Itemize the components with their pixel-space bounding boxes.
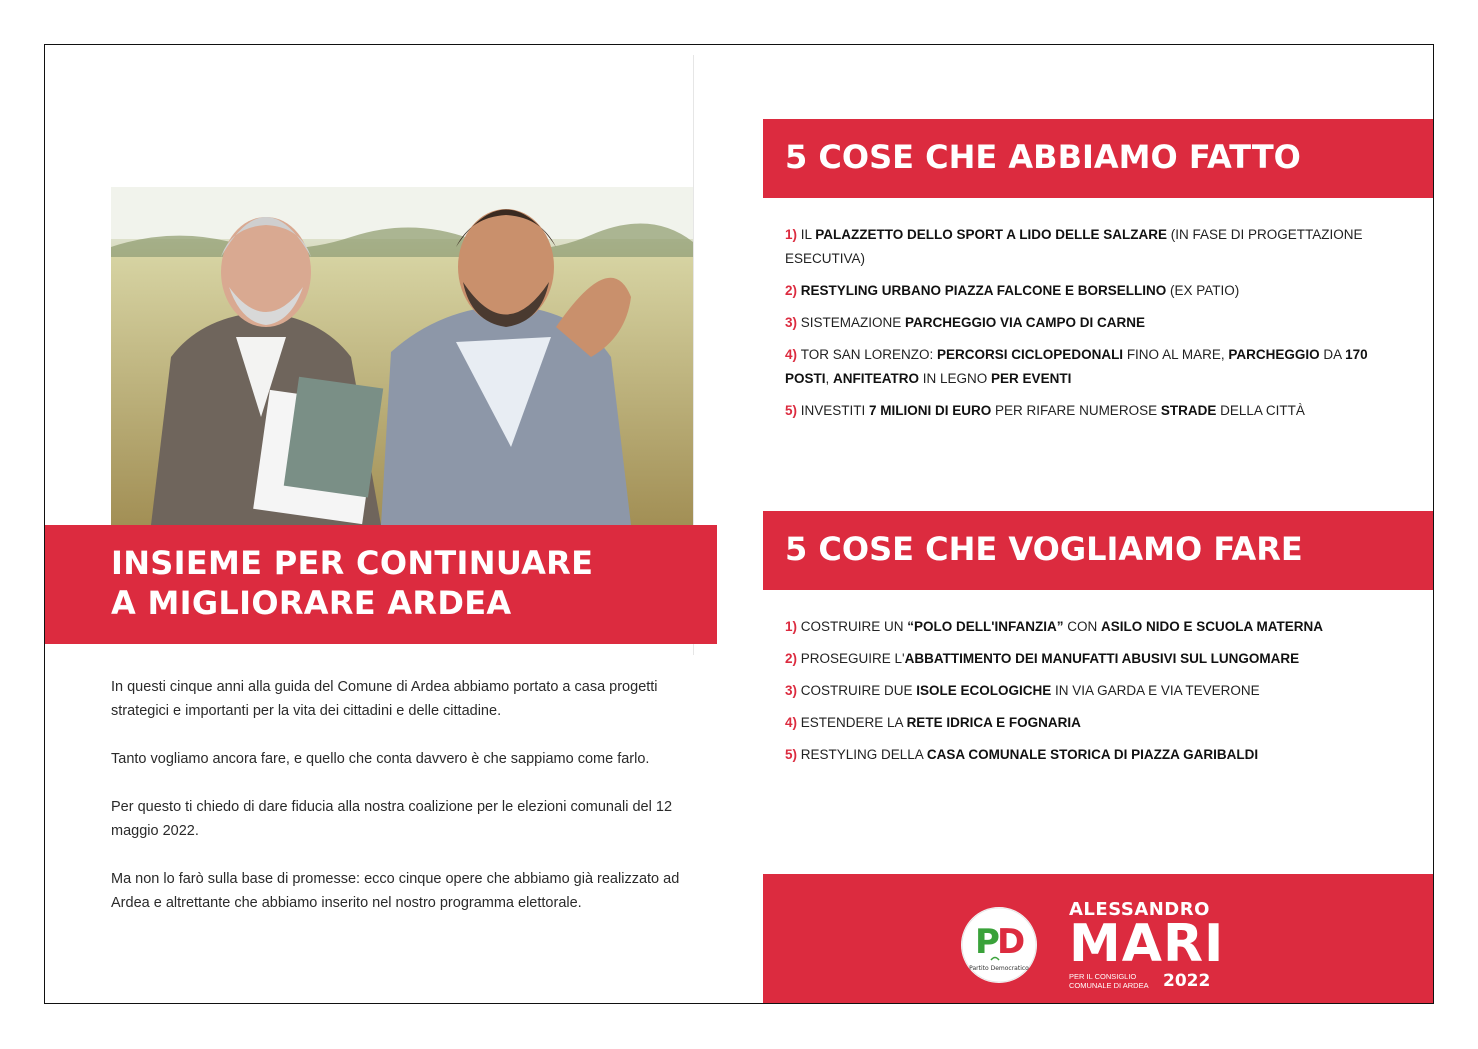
item-highlight: ABBATTIMENTO DEI MANUFATTI ABUSIVI SUL LUNGOMARE [904, 651, 1300, 666]
item-text: COSTRUIRE DUE [800, 683, 917, 698]
item-text: (EX PATIO) [1166, 283, 1240, 298]
item-text: RESTYLING DELLA [800, 747, 927, 762]
item-text: PROSEGUIRE L' [800, 651, 905, 666]
list-item [785, 647, 1385, 671]
list-item [785, 223, 1385, 271]
item-number: 2) [785, 283, 801, 298]
item-highlight: PALAZZETTO DELLO SPORT A LIDO DELLE SALZARE [815, 227, 1168, 242]
list-item [785, 711, 1385, 735]
item-highlight: PERCORSI CICLOPEDONALI [937, 347, 1124, 362]
item-text: DA [1319, 347, 1346, 362]
candidate-footer [763, 874, 1434, 1004]
item-text: INVESTITI [800, 403, 870, 418]
item-number: 5) [785, 403, 801, 418]
item-text: CON [1063, 619, 1102, 634]
item-number: 3) [785, 683, 801, 698]
item-number: 4) [785, 347, 801, 362]
logo-letter-d: D [997, 922, 1026, 962]
item-highlight: “POLO DELL'INFANZIA” [907, 619, 1064, 634]
headline-banner [45, 525, 717, 644]
council-label-line-2: COMUNALE DI ARDEA [1069, 981, 1149, 990]
list-item [785, 615, 1385, 639]
pd-logo [961, 907, 1037, 983]
item-highlight: RETE IDRICA E FOGNARIA [906, 715, 1081, 730]
item-highlight: 170 POSTI [785, 347, 1368, 386]
item-text: ESTENDERE LA [800, 715, 907, 730]
flyer [44, 44, 1434, 1004]
item-number: 2) [785, 651, 801, 666]
list-item [785, 679, 1385, 703]
headline-line-1: INSIEME PER CONTINUARE [111, 544, 594, 582]
done-header [763, 119, 1434, 198]
photo-illustration [111, 187, 693, 525]
item-highlight: ANFITEATRO [833, 371, 920, 386]
intro-paragraph: Per questo ti chiedo di dare fiducia alla nostra coalizione per le elezioni comunali del 12 maggio 2022. [111, 799, 673, 839]
item-highlight: STRADE [1160, 403, 1217, 418]
item-highlight: CASA COMUNALE STORICA DI PIAZZA GARIBALDI [926, 747, 1259, 762]
item-highlight: 7 MILIONI DI EURO [869, 403, 992, 418]
item-number: 1) [785, 227, 801, 242]
item-number: 1) [785, 619, 801, 634]
item-number: 4) [785, 715, 801, 730]
item-highlight: PER EVENTI [991, 371, 1072, 386]
item-number: 5) [785, 747, 801, 762]
done-title: 5 COSE CHE ABBIAMO FATTO [785, 138, 1301, 176]
item-text: TOR SAN LORENZO: [800, 347, 938, 362]
list-item [785, 279, 1385, 303]
candidate-last-name: MARI [1069, 914, 1225, 974]
item-highlight: ASILO NIDO E SCUOLA MATERNA [1101, 619, 1324, 634]
todo-list [785, 615, 1385, 767]
todo-title: 5 COSE CHE VOGLIAMO FARE [785, 530, 1303, 568]
item-highlight: ISOLE ECOLOGICHE [916, 683, 1052, 698]
item-text: DELLA CITTÀ [1216, 403, 1305, 418]
item-text: IL [800, 227, 816, 242]
intro-paragraph: Ma non lo farò sulla base di promesse: ecco cinque opere che abbiamo già realizzato ad Ardea e altrettante che abbiamo inserito nel nostro programma elettorale. [111, 871, 680, 911]
item-text: FINO AL MARE, [1123, 347, 1229, 362]
item-highlight: RESTYLING URBANO PIAZZA FALCONE E BORSELLINO [800, 283, 1167, 298]
headline-line-2: A MIGLIORARE ARDEA [111, 584, 512, 622]
candidates-photo [111, 187, 693, 525]
intro-paragraph: Tanto vogliamo ancora fare, e quello che conta davvero è che sappiamo come farlo. [111, 751, 650, 767]
intro-paragraph: In questi cinque anni alla guida del Comune di Ardea abbiamo portato a casa progetti strategici e importanti per la vita dei cittadini e delle cittadine. [111, 679, 658, 719]
candidate-first-name: ALESSANDRO [1069, 899, 1210, 920]
election-year: 2022 [1163, 971, 1211, 991]
todo-header [763, 511, 1434, 590]
council-label [1069, 972, 1149, 990]
list-item [785, 743, 1385, 767]
item-text: IN VIA GARDA E VIA TEVERONE [1051, 683, 1260, 698]
done-list [785, 223, 1385, 423]
item-highlight: PARCHEGGIO VIA CAMPO DI CARNE [905, 315, 1146, 330]
item-highlight: PARCHEGGIO [1228, 347, 1320, 362]
pd-logo-icon [961, 907, 1037, 983]
item-text: , [825, 371, 834, 386]
item-text: COSTRUIRE UN [800, 619, 908, 634]
intro-text [111, 675, 711, 939]
council-label-line-1: PER IL CONSIGLIO [1069, 972, 1137, 981]
logo-letter-p: P [975, 922, 1000, 962]
candidate-name-block [1069, 900, 1224, 994]
item-text: SISTEMAZIONE [800, 315, 906, 330]
item-text: PER RIFARE NUMEROSE [991, 403, 1161, 418]
item-text: (IN FASE DI PROGETTAZIONE ESECUTIVA) [785, 227, 1363, 266]
logo-caption: Partito Democratico [969, 965, 1029, 972]
candidate-subtitle [1069, 970, 1224, 994]
item-text: IN LEGNO [919, 371, 992, 386]
item-number: 3) [785, 315, 801, 330]
list-item [785, 311, 1385, 335]
headline [111, 543, 593, 623]
list-item [785, 399, 1385, 423]
list-item [785, 343, 1385, 391]
